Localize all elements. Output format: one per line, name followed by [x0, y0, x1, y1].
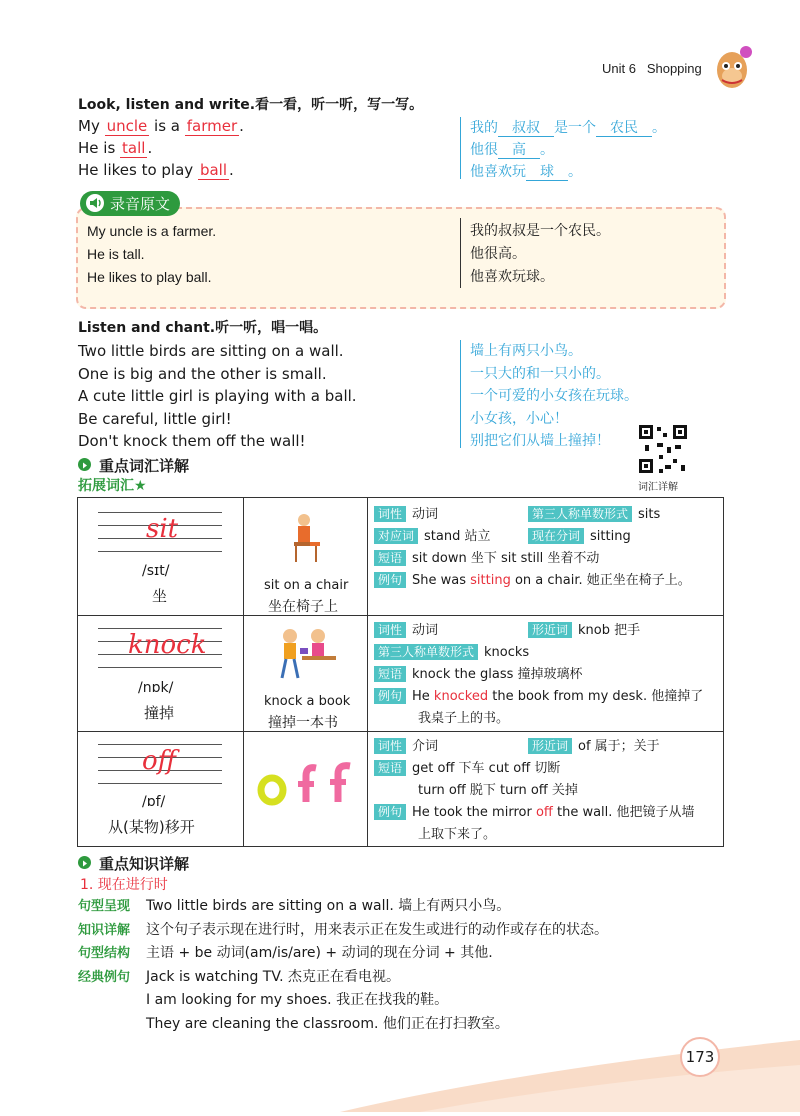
- vocab-word: off: [142, 746, 177, 776]
- off-letters-illustration: [256, 762, 356, 810]
- chant-title: Listen and chant.听一听，唱一唱。: [78, 320, 328, 336]
- vocab-detail-cell: 词性 介词 形近词 of 属于；关于 短语 get off 下车 cut off 切断 turn off 脱下 turn off 关掉 例句 He took the mirror off the wall. 他把镜子从墙 上取下来了。: [368, 732, 723, 846]
- vocab-phonetic: /ɒf/: [142, 794, 166, 810]
- vocab-subtitle: 拓展词汇★: [78, 478, 147, 494]
- vocab-word-cell: [78, 498, 244, 616]
- look-en-2: He is tall .: [78, 139, 153, 157]
- knock-illustration: [272, 626, 340, 686]
- vocab-meaning: 撞掉: [144, 704, 175, 722]
- page-number-badge: 173: [680, 1037, 720, 1077]
- vocab-word: knock: [128, 630, 207, 660]
- play-icon: [78, 856, 91, 869]
- look-cn-2: 他很 高 。: [470, 142, 554, 158]
- vocab-phonetic: /sɪt/: [142, 563, 170, 579]
- knowledge-number: 1. 现在进行时: [80, 877, 168, 893]
- qr-code-icon[interactable]: [637, 423, 689, 475]
- bottom-wave: [0, 1020, 800, 1112]
- transcript-en: My uncle is a farmer. He is tall. He likes to play ball.: [87, 223, 217, 285]
- transcript-cn: 我的叔叔是一个农民。 他很高。 他喜欢玩球。: [470, 223, 610, 285]
- vocab-pic-cell: [244, 498, 368, 616]
- transcript-badge: 录音原文: [80, 191, 180, 216]
- vocab-meaning: 从(某物)移开: [108, 818, 195, 836]
- pic-caption-en: knock a book: [264, 694, 351, 709]
- play-icon: [78, 458, 91, 471]
- speaker-icon: [86, 194, 104, 212]
- vocab-word-cell: [78, 616, 244, 732]
- qr-label: 词汇详解: [638, 482, 678, 493]
- vocab-detail-cell: 词性 动词 形近词 knob 把手 第三人称单数形式 knocks 短语 knock the glass 撞掉玻璃杯 例句 He knocked the book from my desk. 他撞掉了 我桌子上的书。: [368, 616, 723, 732]
- sit-illustration: [286, 512, 326, 568]
- pic-caption-en: sit on a chair: [264, 578, 349, 593]
- vocab-pic-cell: [244, 616, 368, 732]
- pic-caption-cn: 坐在椅子上: [268, 599, 338, 615]
- vocab-phonetic: /nɒk/: [138, 680, 174, 696]
- chant-cn: 墙上有两只小鸟。 一只大的和一只小的。 一个可爱的小女孩在玩球。 小女孩，小心！ 别把它们从墙上撞掉！: [470, 343, 638, 449]
- chant-en: Two little birds are sitting on a wall. One is big and the other is small. A cute little girl is playing with a ball. Be careful, little girl! Don't knock them off the wall!: [78, 342, 357, 450]
- chant-divider: [460, 340, 461, 448]
- vocab-detail-cell: 词性 动词 第三人称单数形式 sits 对应词 stand 站立 现在分词 sitting 短语 sit down 坐下 sit still 坐着不动 例句 She was sitting on a chair. 她正坐在椅子上。: [368, 498, 723, 616]
- vocab-meaning: 坐: [152, 587, 168, 605]
- vocab-table: [77, 497, 724, 847]
- vocab-pic-cell: [244, 732, 368, 846]
- header-unit: Unit 6 Shopping: [602, 61, 702, 76]
- mascot-icon: [712, 40, 756, 92]
- knowledge-section-title: 重点知识详解: [78, 853, 189, 874]
- look-title: Look, listen and write.看一看，听一听，写一写。: [78, 97, 424, 113]
- transcript-divider: [460, 218, 461, 288]
- divider: [460, 117, 461, 179]
- knowledge-rows: 句型呈现 Two little birds are sitting on a wall. 墙上有两只小鸟。 知识详解 这个句子表示现在进行时，用来表示正在发生或进行的动作或存在的状态。 句型结构 主语 + be 动词(am/is/are) + 动词的现在分词 + 其他. 经典例句 Jack is watching TV. 杰克正在看电视。 I am looking for my shoes. 我正在找我的鞋。 They are cleaning the classroom. 他们正在打扫教室。: [78, 898, 608, 1032]
- look-en-1: My uncle is a farmer .: [78, 117, 244, 135]
- vocab-section-title: 重点词汇详解: [78, 455, 189, 476]
- look-cn-1: 我的 叔叔 是一个 农民 。: [470, 120, 666, 136]
- look-cn-3: 他喜欢玩 球 。: [470, 164, 582, 180]
- vocab-word: sit: [146, 514, 179, 544]
- pic-caption-cn: 撞掉一本书: [268, 715, 338, 731]
- vocab-word-cell: [78, 732, 244, 846]
- look-en-3: He likes to play ball .: [78, 161, 234, 179]
